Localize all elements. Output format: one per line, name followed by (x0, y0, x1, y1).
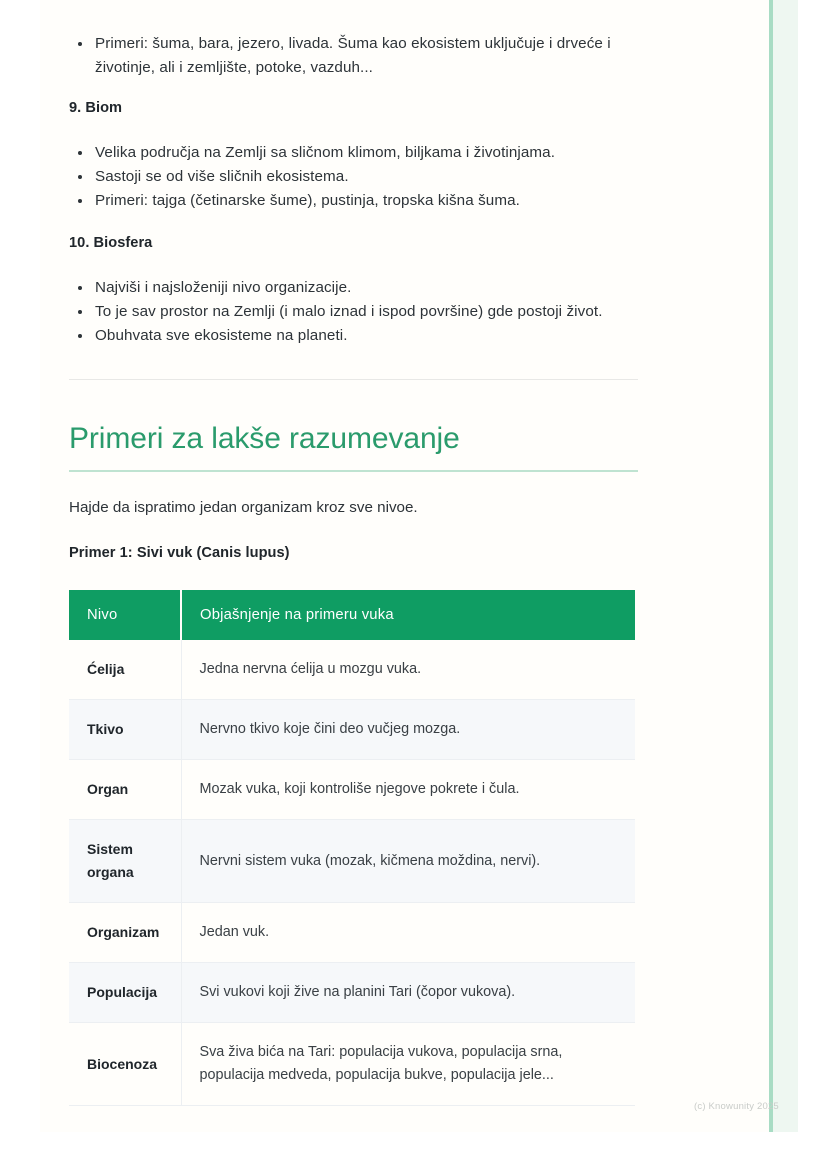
table-head (69, 590, 635, 640)
sheet-left-margin (20, 0, 40, 1132)
cell-level: Organ (69, 760, 181, 820)
bullet-list-ecosystem (69, 32, 659, 80)
table-row (69, 1023, 635, 1106)
cell-level: Biocenoza (69, 1023, 181, 1106)
table-header-row (69, 590, 635, 640)
document-content (69, 0, 659, 1106)
cell-level: Sistem organa (69, 820, 181, 903)
list-item: Sastoji se od više sličnih ekosistema. (69, 165, 659, 189)
table-body (69, 640, 635, 1106)
cell-description: Sva živa bića na Tari: populacija vukova, populacija srna, populacija medveda, populacija bukve, populacija jele... (181, 1023, 635, 1106)
cell-level: Populacija (69, 963, 181, 1023)
table-row (69, 963, 635, 1023)
cell-description: Svi vukovi koji žive na planini Tari (čopor vukova). (181, 963, 635, 1023)
cell-description: Mozak vuka, koji kontroliše njegove pokrete i čula. (181, 760, 635, 820)
bullet-list-biom (69, 141, 659, 213)
list-item: Velika područja na Zemlji sa sličnom klimom, biljkama i životinjama. (69, 141, 659, 165)
list-item: Najviši i najsloženiji nivo organizacije. (69, 276, 659, 300)
example-1-title: Primer 1: Sivi vuk (Canis lupus) (69, 545, 290, 561)
section-heading-biosfera: 10. Biosfera (69, 235, 153, 251)
table-row (69, 820, 635, 903)
list-item: Primeri: šuma, bara, jezero, livada. Šuma kao ekosistem uključuje i drveće i životinje, ali i zemljište, potoke, vazduh... (69, 32, 659, 80)
section-heading-biom: 9. Biom (69, 100, 123, 116)
cell-level: Tkivo (69, 700, 181, 760)
page-title-examples: Primeri za lakše razumevanje (69, 420, 638, 472)
bullet-list-biosfera (69, 276, 659, 348)
column-header-objasnjenje[interactable]: Objašnjenje na primeru vuka (181, 590, 635, 640)
cell-description: Jedna nervna ćelija u mozgu vuka. (181, 640, 635, 700)
list-item: To je sav prostor na Zemlji (i malo iznad i ispod površine) gde postoji život. (69, 300, 659, 324)
table-row (69, 903, 635, 963)
cell-level: Ćelija (69, 640, 181, 700)
document-sheet (20, 0, 798, 1132)
right-accent-panel (769, 0, 798, 1132)
cell-level: Organizam (69, 903, 181, 963)
list-item: Primeri: tajga (četinarske šume), pustinja, tropska kišna šuma. (69, 189, 659, 213)
cell-description: Jedan vuk. (181, 903, 635, 963)
copyright-watermark: (c) Knowunity 2025 (694, 1101, 779, 1112)
cell-description: Nervno tkivo koje čini deo vučjeg mozga. (181, 700, 635, 760)
column-header-nivo[interactable]: Nivo (69, 590, 181, 640)
examples-lead-text: Hajde da ispratimo jedan organizam kroz sve nivoe. (69, 499, 418, 516)
cell-description: Nervni sistem vuka (mozak, kičmena moždina, nervi). (181, 820, 635, 903)
right-accent-bar[interactable] (769, 0, 773, 1132)
wolf-levels-table (69, 590, 635, 1106)
table-row (69, 700, 635, 760)
table-row (69, 760, 635, 820)
table-row (69, 640, 635, 700)
list-item: Obuhvata sve ekosisteme na planeti. (69, 324, 659, 348)
